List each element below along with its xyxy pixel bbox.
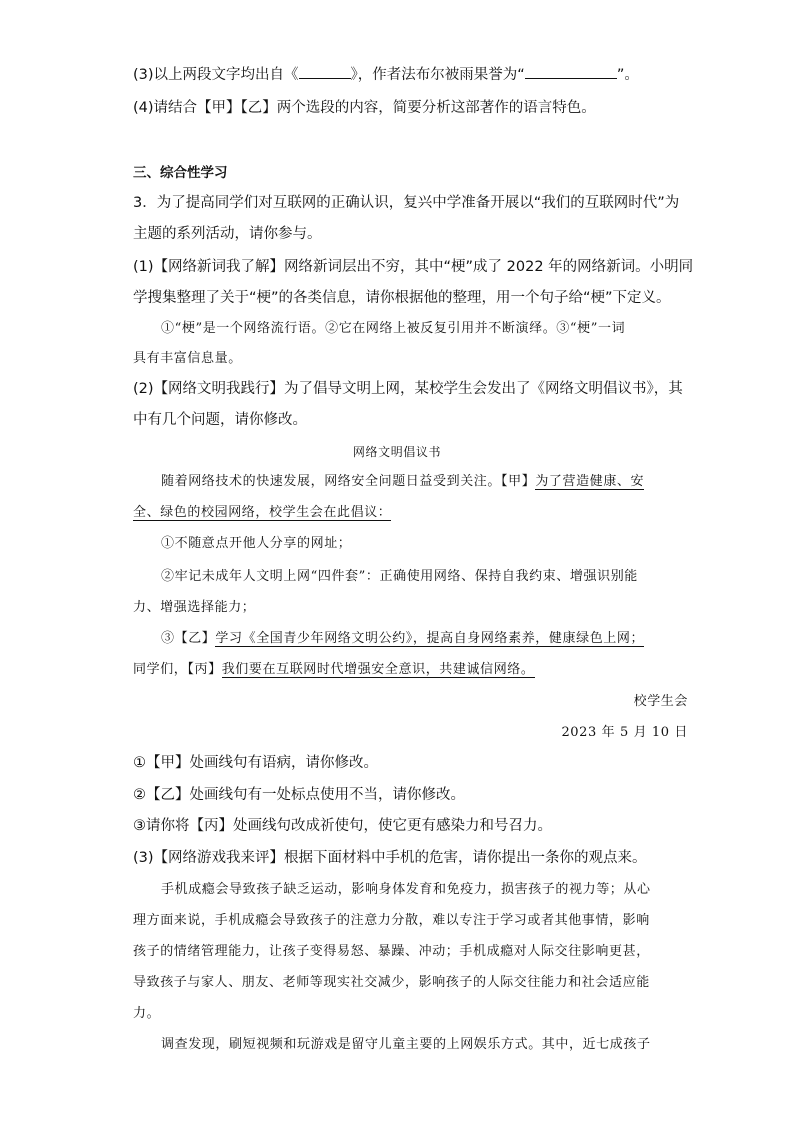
part3-line: (3)【网络游戏我来评】根据下面材料中手机的危害，请你提出一条你的观点来。 <box>133 850 647 866</box>
part2-line: 中有几个问题，请你修改。 <box>133 412 307 428</box>
proposal-signature: 校学生会 <box>633 694 688 709</box>
part1-material-line: 具有丰富信息量。 <box>133 351 242 366</box>
material-line: 手机成瘾会导致孩子缺乏运动，影响身体发育和免疫力，损害孩子的视力等；从心 <box>161 882 651 897</box>
sub-question: ①【甲】处画线句有语病，请你修改。 <box>133 755 378 771</box>
section-title: 三、综合性学习 <box>133 165 228 181</box>
underlined-sentence-bing: 我们要在互联网时代增强安全意识，共建诚信网络。 <box>221 662 535 677</box>
proposal-item: 力、增强选择能力； <box>133 600 256 615</box>
material-line: 调查发现，刷短视频和玩游戏是留守儿童主要的上网娱乐方式。其中，近七成孩子 <box>161 1037 651 1052</box>
underlined-sentence-jia: 为了营造健康、安 <box>535 474 645 489</box>
proposal-paragraph-line <box>133 503 391 523</box>
proposal-title: 网络文明倡议书 <box>352 445 442 459</box>
question-3-3: (3)以上两段文字均出自《 》，作者法布尔被雨果誉为“ ”。 <box>133 64 639 85</box>
answer-blank-title[interactable] <box>525 64 617 79</box>
proposal-closing: 同学们，【丙】我们要在互联网时代增强安全意识，共建诚信网络。 <box>133 662 535 677</box>
proposal-date: 2023 年 5 月 10 日 <box>561 725 688 740</box>
material-line: 导致孩子与家人、朋友、老师等现实社交减少，影响孩子的人际交往能力和社会适应能 <box>133 975 650 990</box>
material-line: 孩子的情绪管理能力，让孩子变得易怒、暴躁、冲动；手机成瘾对人际交往影响更甚， <box>133 944 650 959</box>
question-intro-line: 3．为了提高同学们对互联网的正确认识，复兴中学准备开展以“我们的互联网时代”为 <box>133 195 680 211</box>
sub-question: ③请你将【丙】处画线句改成祈使句，使它更有感染力和号召力。 <box>133 818 552 834</box>
part2-line: (2)【网络文明我践行】为了倡导文明上网，某校学生会发出了《网络文明倡议书》，其 <box>133 381 683 397</box>
underlined-sentence-jia: 全、绿色的校园网络，校学生会在此倡议： <box>133 505 392 520</box>
question-3-4: (4)请结合【甲】【乙】两个选段的内容，简要分析这部著作的语言特色。 <box>133 100 596 116</box>
proposal-item: ②牢记未成年人文明上网“四件套”：正确使用网络、保持自我约束、增强识别能 <box>161 569 638 584</box>
underlined-sentence-yi: 学习《全国青少年网络文明公约》，提高自身网络素养，健康绿色上网； <box>215 631 645 646</box>
question-intro-line: 主题的系列活动，请你参与。 <box>133 226 322 242</box>
part1-material-line: ①“梗”是一个网络流行语。②它在网络上被反复引用并不断演绎。③“梗”一词 <box>161 321 626 336</box>
proposal-item: ③【乙】学习《全国青少年网络文明公约》，提高自身网络素养，健康绿色上网； <box>161 631 645 646</box>
part1-line: 学搜集整理了关于“梗”的各类信息，请你根据他的整理，用一个句子给“梗”下定义。 <box>133 290 671 306</box>
proposal-item: ①不随意点开他人分享的网址； <box>161 536 352 551</box>
material-line: 理方面来说，手机成瘾会导致孩子的注意力分散，难以专注于学习或者其他事情，影响 <box>133 913 650 928</box>
answer-blank-book[interactable] <box>299 64 351 79</box>
part1-line: (1)【网络新词我了解】网络新词层出不穷，其中“梗”成了 2022 年的网络新词。小明同 <box>133 259 694 275</box>
proposal-paragraph-line: 随着网络技术的快速发展，网络安全问题日益受到关注。【甲】为了营造健康、安 <box>161 474 645 489</box>
sub-question: ②【乙】处画线句有一处标点使用不当，请你修改。 <box>133 787 465 803</box>
material-line: 力。 <box>133 1006 161 1021</box>
